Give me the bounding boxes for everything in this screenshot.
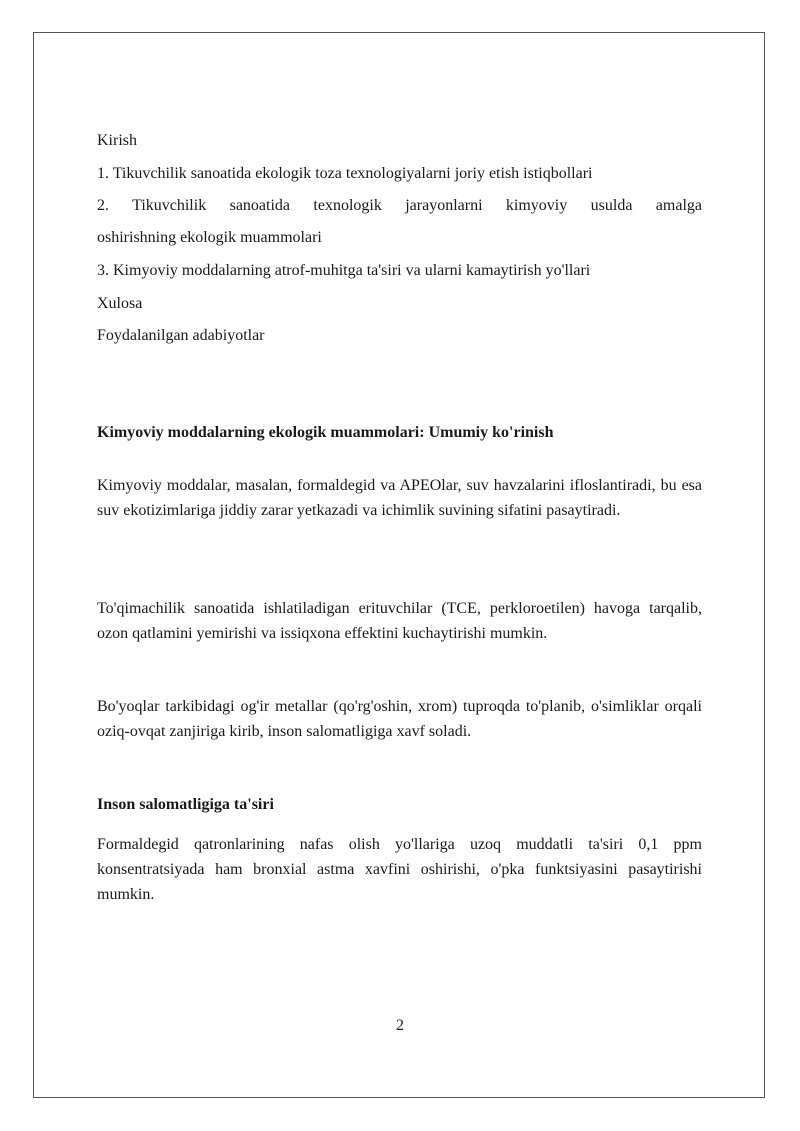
toc-item-2-line-1: 2. Tikuvchilik sanoatida texnologik jarayonlarni kimyoviy usulda amalga: [97, 197, 702, 214]
section-heading: Kimyoviy moddalarning ekologik muammolari: Umumiy ko'rinish: [97, 424, 554, 441]
paragraph-health-impact: Formaldegid qatronlarining nafas olish yo'llariga uzoq muddatli ta'siri 0,1 ppm konsentratsiyada ham bronxial astma xavfini oshirishi, o'pka funktsiyasini pasaytirishi mumkin.: [97, 836, 702, 903]
page-border: [33, 32, 765, 1098]
section-heading-health: Inson salomatligiga ta'siri: [97, 796, 274, 813]
toc-conclusion: Xulosa: [97, 295, 143, 312]
paragraph-air-pollution: To'qimachilik sanoatida ishlatiladigan erituvchilar (TCE, perkloroetilen) havoga tarqalib, ozon qatlamini yemirishi va issiqxona effektini kuchaytirishi mumkin.: [97, 600, 702, 642]
toc-item-3: 3. Kimyoviy moddalarning atrof-muhitga ta'siri va ularni kamaytirish yo'llari: [97, 262, 591, 279]
paragraph-water-pollution: Kimyoviy moddalar, masalan, formaldegid va APEOlar, suv havzalarini ifloslantiradi, bu esa suv ekotizimlariga jiddiy zarar yetkazadi va ichimlik suvining sifatini pasaytiradi.: [97, 477, 702, 519]
paragraph-soil-pollution: Bo'yoqlar tarkibidagi og'ir metallar (qo'rg'oshin, xrom) tuproqda to'planib, o'simliklar orqali oziq-ovqat zanjiriga kirib, inson salomatligiga xavf soladi.: [97, 698, 702, 740]
toc-item-1: 1. Tikuvchilik sanoatida ekologik toza texnologiyalarni joriy etish istiqbollari: [97, 165, 593, 182]
toc-references: Foydalanilgan adabiyotlar: [97, 327, 265, 344]
page-number: 2: [396, 1017, 404, 1034]
toc-item-2-line-2: oshirishning ekologik muammolari: [97, 229, 322, 246]
toc-intro: Kirish: [97, 132, 137, 149]
